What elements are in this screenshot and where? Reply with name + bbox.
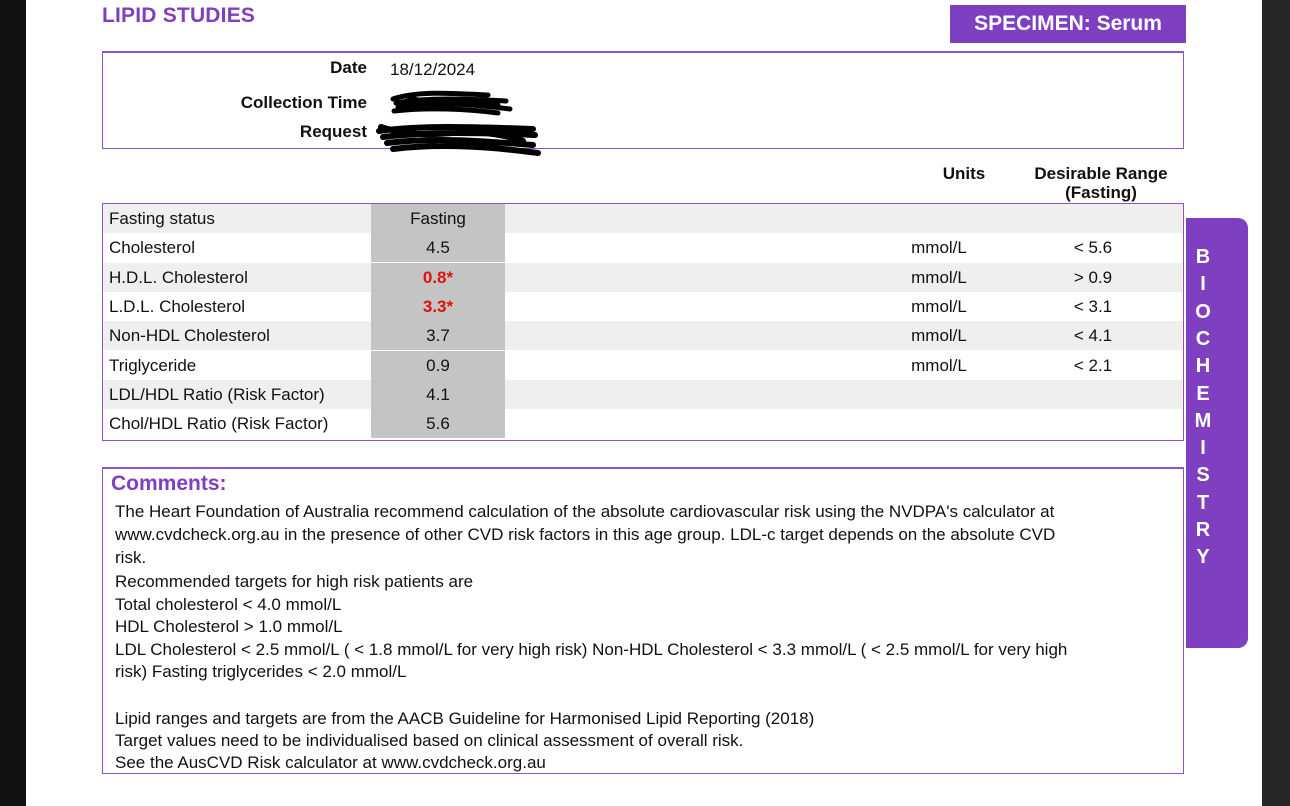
comment-line: Lipid ranges and targets are from the AACB Guideline for Harmonised Lipid Reporting (2018)	[115, 709, 815, 728]
test-value: 0.9	[371, 351, 505, 380]
comment-line: See the AusCVD Risk calculator at www.cvdcheck.org.au	[115, 753, 546, 772]
comment-line: risk) Fasting triglycerides < 2.0 mmol/L	[115, 662, 407, 681]
test-unit: mmol/L	[911, 355, 967, 375]
comment-line: Total cholesterol < 4.0 mmol/L	[115, 595, 342, 614]
test-range	[1033, 380, 1153, 409]
comment-line: HDL Cholesterol > 1.0 mmol/L	[115, 617, 343, 636]
comment-line: LDL Cholesterol < 2.5 mmol/L ( < 1.8 mmol/L for very high risk) Non-HDL Cholesterol < 3.3 mmol/L ( < 2.5 mmol/L for very high	[115, 640, 1068, 659]
side-tab-letter: B	[1195, 246, 1211, 268]
test-value: 4.1	[371, 380, 505, 409]
test-name: L.D.L. Cholesterol	[109, 296, 246, 316]
test-value: Fasting	[371, 204, 505, 233]
request-info-box	[102, 51, 1184, 149]
page-edge	[1262, 0, 1290, 806]
test-name: LDL/HDL Ratio (Risk Factor)	[109, 384, 325, 404]
range-column-header	[1016, 164, 1186, 202]
side-tab-letter: C	[1195, 327, 1211, 350]
date-value: 18/12/2024	[390, 60, 476, 79]
comment-line: www.cvdcheck.org.au in the presence of other CVD risk factors in this age group. LDL-c target depends on the absolute CVD	[115, 525, 1056, 544]
table-row	[103, 233, 1183, 262]
report-page	[26, 0, 1262, 806]
comments-box	[102, 467, 1184, 774]
specimen-badge: SPECIMEN: Serum	[950, 5, 1186, 43]
comments-title: Comments:	[111, 472, 227, 495]
test-unit: mmol/L	[911, 238, 967, 258]
date-label: Date	[330, 58, 367, 77]
comment-line: Recommended targets for high risk patients are	[115, 572, 474, 591]
side-tab-letter: Y	[1196, 546, 1210, 569]
request-label: Request	[299, 122, 367, 141]
collection-time-label: Collection Time	[240, 93, 367, 112]
comment-line: The Heart Foundation of Australia recommend calculation of the absolute cardiovascular risk using the NVDPA's calculator at	[115, 502, 1055, 521]
test-unit	[889, 409, 989, 438]
test-range: < 2.1	[1073, 355, 1113, 375]
side-tab-letter: O	[1195, 300, 1211, 323]
side-tab-letter: R	[1195, 519, 1211, 541]
side-tab-letter: M	[1194, 409, 1212, 432]
units-column-header: Units	[942, 164, 986, 183]
test-name: Triglyceride	[109, 355, 197, 375]
test-value: 3.7	[371, 321, 505, 350]
range-header-line1: Desirable Range	[1034, 164, 1168, 183]
test-value: 3.3*	[371, 292, 505, 321]
redaction-scribble	[373, 115, 543, 157]
test-unit	[889, 204, 989, 233]
table-row	[103, 204, 1183, 233]
test-name: H.D.L. Cholesterol	[109, 267, 248, 287]
test-name: Fasting status	[109, 209, 215, 228]
biochemistry-side-tab	[1186, 218, 1248, 648]
test-value: 4.5	[371, 233, 505, 262]
test-name: Chol/HDL Ratio (Risk Factor)	[109, 414, 329, 434]
test-unit: mmol/L	[911, 326, 967, 346]
test-range	[1033, 204, 1153, 233]
test-name: Cholesterol	[109, 238, 195, 258]
side-tab-letter: T	[1196, 491, 1210, 514]
comment-line: risk.	[115, 548, 147, 567]
table-row	[103, 380, 1183, 409]
table-row	[103, 351, 1183, 380]
test-range: < 4.1	[1073, 326, 1113, 346]
side-tab-letter: E	[1196, 382, 1210, 405]
test-range: > 0.9	[1073, 267, 1113, 287]
table-row	[103, 409, 1183, 438]
test-value: 0.8*	[371, 263, 505, 292]
side-tab-letter: S	[1196, 464, 1210, 487]
side-tab-letter: H	[1195, 355, 1211, 378]
table-row	[103, 292, 1183, 321]
test-range: < 3.1	[1073, 296, 1113, 316]
side-tab-letter: I	[1200, 437, 1206, 460]
table-row	[103, 263, 1183, 292]
test-value: 5.6	[371, 409, 505, 438]
side-tab-letter: I	[1200, 273, 1206, 296]
test-unit: mmol/L	[911, 267, 967, 287]
test-range	[1033, 409, 1153, 438]
comment-line: Target values need to be individualised based on clinical assessment of overall risk.	[115, 731, 744, 750]
test-unit: mmol/L	[911, 296, 967, 316]
test-name: Non-HDL Cholesterol	[109, 326, 270, 346]
table-row	[103, 321, 1183, 350]
results-table	[102, 203, 1184, 441]
test-range: < 5.6	[1073, 238, 1113, 258]
range-header-line2: (Fasting)	[1065, 183, 1137, 202]
section-title: LIPID STUDIES	[102, 4, 256, 27]
test-unit	[889, 380, 989, 409]
